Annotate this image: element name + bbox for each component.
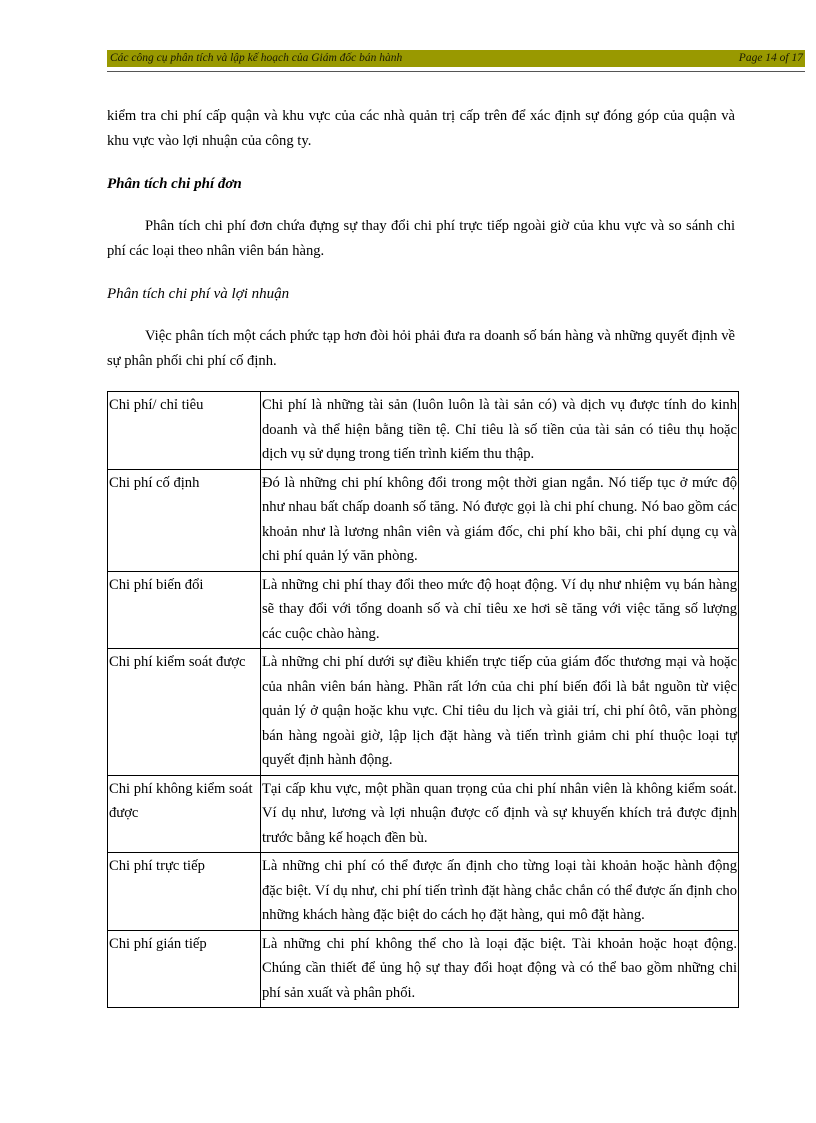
table-row: [108, 469, 739, 571]
table-row: [108, 853, 739, 931]
cost-term-cell: Chi phí biến đổi: [108, 571, 261, 649]
cost-definition-cell: Là những chi phí thay đổi theo mức độ hoạt động. Ví dụ như nhiệm vụ bán hàng sẽ thay đổi với tổng doanh số và chỉ tiêu xe hơi sẽ tăng với việc tăng số lượng các cuộc chào hàng.: [261, 571, 739, 649]
document-body: [107, 104, 735, 1008]
table-row: [108, 930, 739, 1008]
paragraph-continuation: kiểm tra chi phí cấp quận và khu vực của các nhà quản trị cấp trên để xác định sự đóng góp của quận và khu vực vào lợi nhuận của công ty.: [107, 108, 735, 149]
cost-definition-cell: Là những chi phí có thể được ấn định cho từng loại tài khoản hoặc hành động đặc biệt. Ví dụ như, chi phí tiến trình đặt hàng chắc chắn có thể được ấn định cho những khách hàng đặc biệt do cách họ đặt hàng, qui mô đặt hàng.: [261, 853, 739, 931]
cost-definition-cell: Đó là những chi phí không đổi trong một thời gian ngắn. Nó tiếp tục ở mức độ như nhau bất chấp doanh số tăng. Nó được gọi là chi phí chung. Nó bao gồm các khoản như là lương nhân viên và giám đốc, chi phí kho bãi, chi phí dụng cụ và chi phí quản lý văn phòng.: [261, 469, 739, 571]
paragraph-unit-cost: Phân tích chi phí đơn chứa đựng sự thay đổi chi phí trực tiếp ngoài giờ của khu vực và so sánh chi phí các loại theo nhân viên bán hàng.: [107, 218, 735, 259]
section-heading-unit-cost: Phân tích chi phí đơn: [107, 176, 242, 192]
header-divider: [107, 71, 805, 72]
page-number: Page 14 of 17: [738, 52, 803, 64]
cost-definition-cell: Là những chi phí dưới sự điều khiển trực tiếp của giám đốc thương mại và hoặc của nhân viên bán hàng. Phần rất lớn của chi phí biến đổi là bắt nguồn từ việc quản lý ở quận hoặc khu vực. Chỉ tiêu du lịch và giải trí, chi phí ôtô, văn phòng bán hàng ngoài giờ, lập lịch đặt hàng và tiến trình giảm chi phí thuộc loại tự quyết định hành động.: [261, 649, 739, 776]
cost-term-cell: Chi phí gián tiếp: [108, 930, 261, 1008]
cost-definition-cell: Là những chi phí không thể cho là loại đặc biệt. Tài khoản hoặc hoạt động. Chúng cần thiết để ủng hộ sự thay đổi hoạt động và có thể bao gồm những chi phí sản xuất và phân phối.: [261, 930, 739, 1008]
document-title: Các công cụ phân tích và lập kế hoạch của Giám đốc bán hành: [110, 52, 403, 64]
cost-definition-cell: Tại cấp khu vực, một phần quan trọng của chi phí nhân viên là không kiểm soát. Ví dụ như, lương và lợi nhuận được cố định và sự khuyến khích trả được định trước bằng kế hoạch đền bù.: [261, 775, 739, 853]
paragraph-cost-profit: Việc phân tích một cách phức tạp hơn đòi hỏi phải đưa ra doanh số bán hàng và những quyết định về sự phân phối chi phí cố định.: [107, 328, 735, 369]
cost-term-cell: Chi phí cố định: [108, 469, 261, 571]
table-row: [108, 392, 739, 470]
cost-term-cell: Chi phí không kiểm soát được: [108, 775, 261, 853]
table-row: [108, 571, 739, 649]
section-heading-cost-profit: Phân tích chi phí và lợi nhuận: [107, 286, 290, 302]
cost-term-cell: Chi phí trực tiếp: [108, 853, 261, 931]
cost-definitions-table: [107, 391, 739, 1008]
page-header-bar: [107, 50, 805, 67]
cost-definition-cell: Chi phí là những tài sản (luôn luôn là tài sản có) và dịch vụ được tính do kinh doanh và thể hiện bằng tiền tệ. Chỉ tiêu là số tiền của tài sản có tiêu thụ hoặc dịch vụ sử dụng trong tiến trình kiếm thu thập.: [261, 392, 739, 470]
cost-term-cell: Chi phí kiểm soát được: [108, 649, 261, 776]
cost-term-cell: Chi phí/ chỉ tiêu: [108, 392, 261, 470]
table-row: [108, 649, 739, 776]
table-row: [108, 775, 739, 853]
